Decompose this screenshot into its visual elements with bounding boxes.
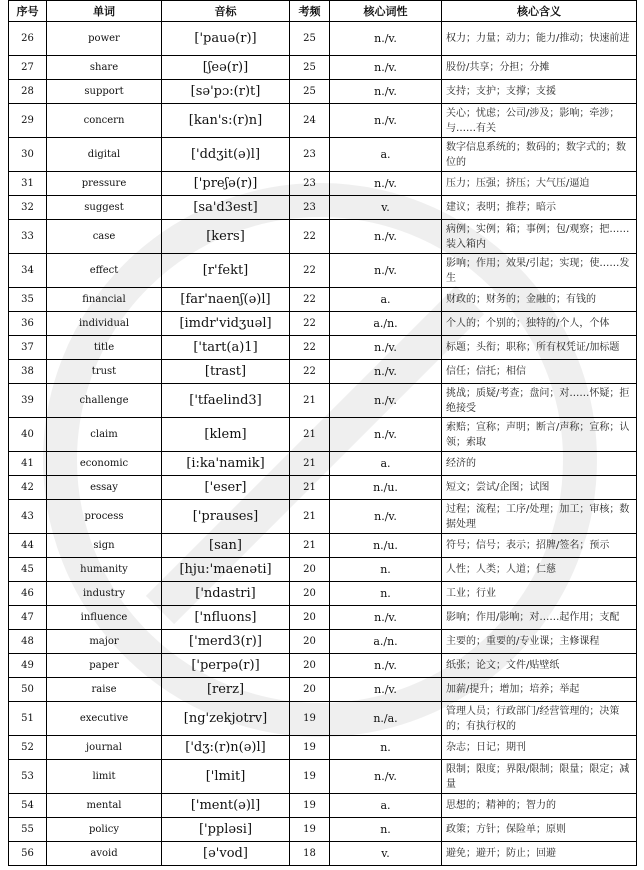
cell-word: industry	[47, 582, 162, 606]
cell-frequency: 25	[290, 22, 330, 56]
cell-phonetic: ['merd3(r)]	[162, 630, 290, 654]
cell-meaning: 影响；作用；效果/引起；实现；使……发生	[442, 254, 637, 288]
cell-frequency: 23	[290, 196, 330, 220]
cell-phonetic: ['pauə(r)]	[162, 22, 290, 56]
cell-phonetic: [ə'vod]	[162, 842, 290, 866]
table-row	[9, 220, 637, 254]
cell-word: pressure	[47, 172, 162, 196]
cell-part-of-speech: n./v.	[330, 606, 442, 630]
cell-number: 55	[9, 818, 47, 842]
cell-part-of-speech: v.	[330, 196, 442, 220]
cell-word: case	[47, 220, 162, 254]
table-row	[9, 606, 637, 630]
cell-part-of-speech: n./v.	[330, 678, 442, 702]
cell-phonetic: [r'fekt]	[162, 254, 290, 288]
cell-part-of-speech: n./v.	[330, 654, 442, 678]
table-row	[9, 476, 637, 500]
cell-meaning: 影响；作用/影响；对……起作用；支配	[442, 606, 637, 630]
cell-number: 35	[9, 288, 47, 312]
cell-word: trust	[47, 360, 162, 384]
cell-word: economic	[47, 452, 162, 476]
cell-phonetic: ['nfluons]	[162, 606, 290, 630]
cell-meaning: 信任；信托；相信	[442, 360, 637, 384]
cell-meaning: 索赔；宣称；声明；断言/声称；宣称；认领；索取	[442, 418, 637, 452]
table-row	[9, 384, 637, 418]
cell-phonetic: ['ment(ə)l]	[162, 794, 290, 818]
cell-number: 44	[9, 534, 47, 558]
cell-phonetic: ['preʃə(r)]	[162, 172, 290, 196]
table-row	[9, 288, 637, 312]
table-row	[9, 336, 637, 360]
cell-meaning: 主要的；重要的/专业课；主修课程	[442, 630, 637, 654]
cell-frequency: 21	[290, 384, 330, 418]
cell-number: 56	[9, 842, 47, 866]
cell-word: financial	[47, 288, 162, 312]
cell-frequency: 25	[290, 56, 330, 80]
cell-phonetic: ['eser]	[162, 476, 290, 500]
cell-frequency: 20	[290, 582, 330, 606]
cell-part-of-speech: n./v.	[330, 360, 442, 384]
table-row	[9, 360, 637, 384]
table-row	[9, 500, 637, 534]
cell-meaning: 压力；压强；挤压；大气压/逼迫	[442, 172, 637, 196]
cell-number: 49	[9, 654, 47, 678]
table-row	[9, 582, 637, 606]
cell-part-of-speech: n.	[330, 736, 442, 760]
cell-meaning: 挑战；质疑/考查；盘问；对……怀疑；拒绝接受	[442, 384, 637, 418]
cell-number: 47	[9, 606, 47, 630]
cell-word: influence	[47, 606, 162, 630]
cell-part-of-speech: n./v.	[330, 336, 442, 360]
cell-frequency: 22	[290, 312, 330, 336]
cell-frequency: 23	[290, 138, 330, 172]
table-row	[9, 558, 637, 582]
cell-word: concern	[47, 104, 162, 138]
cell-word: limit	[47, 760, 162, 794]
cell-meaning: 权力；力量；动力；能力/推动；快速前进	[442, 22, 637, 56]
table-row	[9, 418, 637, 452]
cell-part-of-speech: n./v.	[330, 220, 442, 254]
cell-meaning: 建议；表明；推荐；暗示	[442, 196, 637, 220]
cell-part-of-speech: n./u.	[330, 534, 442, 558]
header-meaning: 核心含义	[442, 1, 637, 22]
cell-meaning: 股份/共享；分担；分摊	[442, 56, 637, 80]
cell-number: 30	[9, 138, 47, 172]
cell-frequency: 18	[290, 842, 330, 866]
table-row	[9, 22, 637, 56]
table-row	[9, 678, 637, 702]
cell-part-of-speech: n./v.	[330, 254, 442, 288]
cell-number: 33	[9, 220, 47, 254]
cell-meaning: 过程；流程；工序/处理；加工；审核；数据处理	[442, 500, 637, 534]
cell-number: 31	[9, 172, 47, 196]
cell-word: share	[47, 56, 162, 80]
cell-word: executive	[47, 702, 162, 736]
cell-word: policy	[47, 818, 162, 842]
cell-meaning: 人性；人类；人道；仁慈	[442, 558, 637, 582]
cell-frequency: 22	[290, 254, 330, 288]
cell-part-of-speech: n./v.	[330, 80, 442, 104]
table-row	[9, 312, 637, 336]
cell-word: title	[47, 336, 162, 360]
cell-number: 51	[9, 702, 47, 736]
cell-phonetic: ['tfaelind3]	[162, 384, 290, 418]
table-row	[9, 104, 637, 138]
cell-part-of-speech: n./v.	[330, 104, 442, 138]
cell-phonetic: [ʃeə(r)]	[162, 56, 290, 80]
cell-word: individual	[47, 312, 162, 336]
cell-word: process	[47, 500, 162, 534]
cell-number: 53	[9, 760, 47, 794]
cell-word: raise	[47, 678, 162, 702]
cell-number: 37	[9, 336, 47, 360]
cell-part-of-speech: n.	[330, 558, 442, 582]
table-row	[9, 794, 637, 818]
table-row	[9, 534, 637, 558]
cell-word: support	[47, 80, 162, 104]
header-frequency: 考频	[290, 1, 330, 22]
cell-phonetic: [far'naenʃ(ə)l]	[162, 288, 290, 312]
cell-meaning: 病例；实例；箱；事例；包/观察；把……装入箱内	[442, 220, 637, 254]
cell-phonetic: [trast]	[162, 360, 290, 384]
cell-number: 36	[9, 312, 47, 336]
table-row	[9, 818, 637, 842]
cell-frequency: 19	[290, 736, 330, 760]
table-row	[9, 172, 637, 196]
cell-number: 43	[9, 500, 47, 534]
cell-number: 38	[9, 360, 47, 384]
cell-frequency: 22	[290, 220, 330, 254]
cell-word: challenge	[47, 384, 162, 418]
cell-word: journal	[47, 736, 162, 760]
table-row	[9, 196, 637, 220]
cell-number: 26	[9, 22, 47, 56]
cell-frequency: 19	[290, 760, 330, 794]
cell-frequency: 21	[290, 476, 330, 500]
table-row	[9, 842, 637, 866]
cell-part-of-speech: n./u.	[330, 476, 442, 500]
cell-meaning: 限制；限度；界限/限制；限量；限定；减量	[442, 760, 637, 794]
cell-number: 50	[9, 678, 47, 702]
cell-meaning: 关心；忧虑；公司/涉及；影响；牵涉；与……有关	[442, 104, 637, 138]
cell-number: 39	[9, 384, 47, 418]
cell-phonetic: [hju:'maenəti]	[162, 558, 290, 582]
header-phonetic: 音标	[162, 1, 290, 22]
cell-frequency: 21	[290, 534, 330, 558]
cell-meaning: 财政的；财务的；金融的；有钱的	[442, 288, 637, 312]
vocabulary-table	[8, 0, 637, 866]
table-row	[9, 760, 637, 794]
cell-phonetic: ['perpə(r)]	[162, 654, 290, 678]
cell-frequency: 20	[290, 630, 330, 654]
table-body	[9, 22, 637, 866]
cell-frequency: 19	[290, 702, 330, 736]
cell-meaning: 政策；方针；保险单；原则	[442, 818, 637, 842]
cell-part-of-speech: a.	[330, 138, 442, 172]
cell-number: 29	[9, 104, 47, 138]
cell-frequency: 20	[290, 654, 330, 678]
cell-phonetic: [imdr'vidʒuəl]	[162, 312, 290, 336]
cell-phonetic: ['prauses]	[162, 500, 290, 534]
cell-part-of-speech: n./v.	[330, 22, 442, 56]
cell-meaning: 杂志；日记；期刊	[442, 736, 637, 760]
cell-frequency: 21	[290, 452, 330, 476]
cell-frequency: 19	[290, 794, 330, 818]
cell-part-of-speech: n.	[330, 818, 442, 842]
cell-part-of-speech: a.	[330, 794, 442, 818]
cell-meaning: 数字信息系统的；数码的；数字式的；数位的	[442, 138, 637, 172]
table-row	[9, 452, 637, 476]
cell-word: avoid	[47, 842, 162, 866]
cell-meaning: 管理人员；行政部门/经营管理的；决策的；有执行权的	[442, 702, 637, 736]
cell-frequency: 22	[290, 360, 330, 384]
cell-number: 28	[9, 80, 47, 104]
cell-part-of-speech: n./a.	[330, 702, 442, 736]
cell-number: 46	[9, 582, 47, 606]
table-row	[9, 630, 637, 654]
table-header	[9, 1, 637, 22]
cell-word: effect	[47, 254, 162, 288]
cell-number: 27	[9, 56, 47, 80]
cell-meaning: 支持；支护；支撑；支援	[442, 80, 637, 104]
cell-part-of-speech: a./n.	[330, 312, 442, 336]
header-part-of-speech: 核心词性	[330, 1, 442, 22]
cell-phonetic: ['ndastri]	[162, 582, 290, 606]
cell-frequency: 25	[290, 80, 330, 104]
cell-meaning: 经济的	[442, 452, 637, 476]
table-row	[9, 80, 637, 104]
cell-phonetic: ['dʒ:(r)n(ə)l]	[162, 736, 290, 760]
cell-word: digital	[47, 138, 162, 172]
cell-phonetic: [ng'zekjotrv]	[162, 702, 290, 736]
cell-number: 48	[9, 630, 47, 654]
cell-word: power	[47, 22, 162, 56]
table-row	[9, 736, 637, 760]
cell-meaning: 避免；避开；防止；回避	[442, 842, 637, 866]
cell-word: sign	[47, 534, 162, 558]
cell-phonetic: [sa'd3est]	[162, 196, 290, 220]
cell-phonetic: [kan's:(r)n]	[162, 104, 290, 138]
cell-word: humanity	[47, 558, 162, 582]
cell-frequency: 21	[290, 418, 330, 452]
cell-word: mental	[47, 794, 162, 818]
cell-phonetic: [kers]	[162, 220, 290, 254]
cell-phonetic: ['tart(a)1]	[162, 336, 290, 360]
cell-frequency: 19	[290, 818, 330, 842]
cell-frequency: 22	[290, 288, 330, 312]
cell-part-of-speech: v.	[330, 842, 442, 866]
cell-part-of-speech: n./v.	[330, 172, 442, 196]
cell-phonetic: [klem]	[162, 418, 290, 452]
cell-part-of-speech: n./v.	[330, 384, 442, 418]
cell-frequency: 20	[290, 606, 330, 630]
cell-frequency: 24	[290, 104, 330, 138]
table-row	[9, 702, 637, 736]
cell-phonetic: [i:ka'namik]	[162, 452, 290, 476]
cell-phonetic: [san]	[162, 534, 290, 558]
cell-part-of-speech: n.	[330, 582, 442, 606]
cell-meaning: 纸张；论文；文件/贴壁纸	[442, 654, 637, 678]
cell-word: major	[47, 630, 162, 654]
cell-part-of-speech: n./v.	[330, 56, 442, 80]
cell-number: 54	[9, 794, 47, 818]
cell-number: 32	[9, 196, 47, 220]
cell-meaning: 个人的；个别的；独特的/个人，个体	[442, 312, 637, 336]
table-row	[9, 254, 637, 288]
cell-number: 42	[9, 476, 47, 500]
cell-number: 41	[9, 452, 47, 476]
cell-number: 40	[9, 418, 47, 452]
header-number: 序号	[9, 1, 47, 22]
cell-meaning: 思想的；精神的；智力的	[442, 794, 637, 818]
cell-phonetic: [sə'pɔ:(r)t]	[162, 80, 290, 104]
cell-meaning: 加薪/提升；增加；培养；举起	[442, 678, 637, 702]
cell-word: paper	[47, 654, 162, 678]
cell-frequency: 20	[290, 678, 330, 702]
cell-frequency: 23	[290, 172, 330, 196]
cell-meaning: 标题；头衔；职称；所有权凭证/加标题	[442, 336, 637, 360]
table-row	[9, 654, 637, 678]
table-row	[9, 138, 637, 172]
cell-phonetic: ['ppləsi]	[162, 818, 290, 842]
cell-frequency: 20	[290, 558, 330, 582]
cell-frequency: 22	[290, 336, 330, 360]
cell-phonetic: ['lmit]	[162, 760, 290, 794]
cell-number: 34	[9, 254, 47, 288]
header-word: 单词	[47, 1, 162, 22]
cell-part-of-speech: a.	[330, 288, 442, 312]
cell-phonetic: [rerz]	[162, 678, 290, 702]
cell-meaning: 符号；信号；表示；招牌/签名；预示	[442, 534, 637, 558]
cell-number: 52	[9, 736, 47, 760]
cell-meaning: 工业；行业	[442, 582, 637, 606]
cell-part-of-speech: n./v.	[330, 418, 442, 452]
cell-word: claim	[47, 418, 162, 452]
cell-word: suggest	[47, 196, 162, 220]
cell-part-of-speech: a.	[330, 452, 442, 476]
cell-meaning: 短文；尝试/企图；试图	[442, 476, 637, 500]
cell-part-of-speech: a./n.	[330, 630, 442, 654]
cell-number: 45	[9, 558, 47, 582]
cell-part-of-speech: n./v.	[330, 500, 442, 534]
cell-word: essay	[47, 476, 162, 500]
table-row	[9, 56, 637, 80]
cell-frequency: 21	[290, 500, 330, 534]
cell-part-of-speech: n./v.	[330, 760, 442, 794]
cell-phonetic: ['ddʒit(ə)l]	[162, 138, 290, 172]
